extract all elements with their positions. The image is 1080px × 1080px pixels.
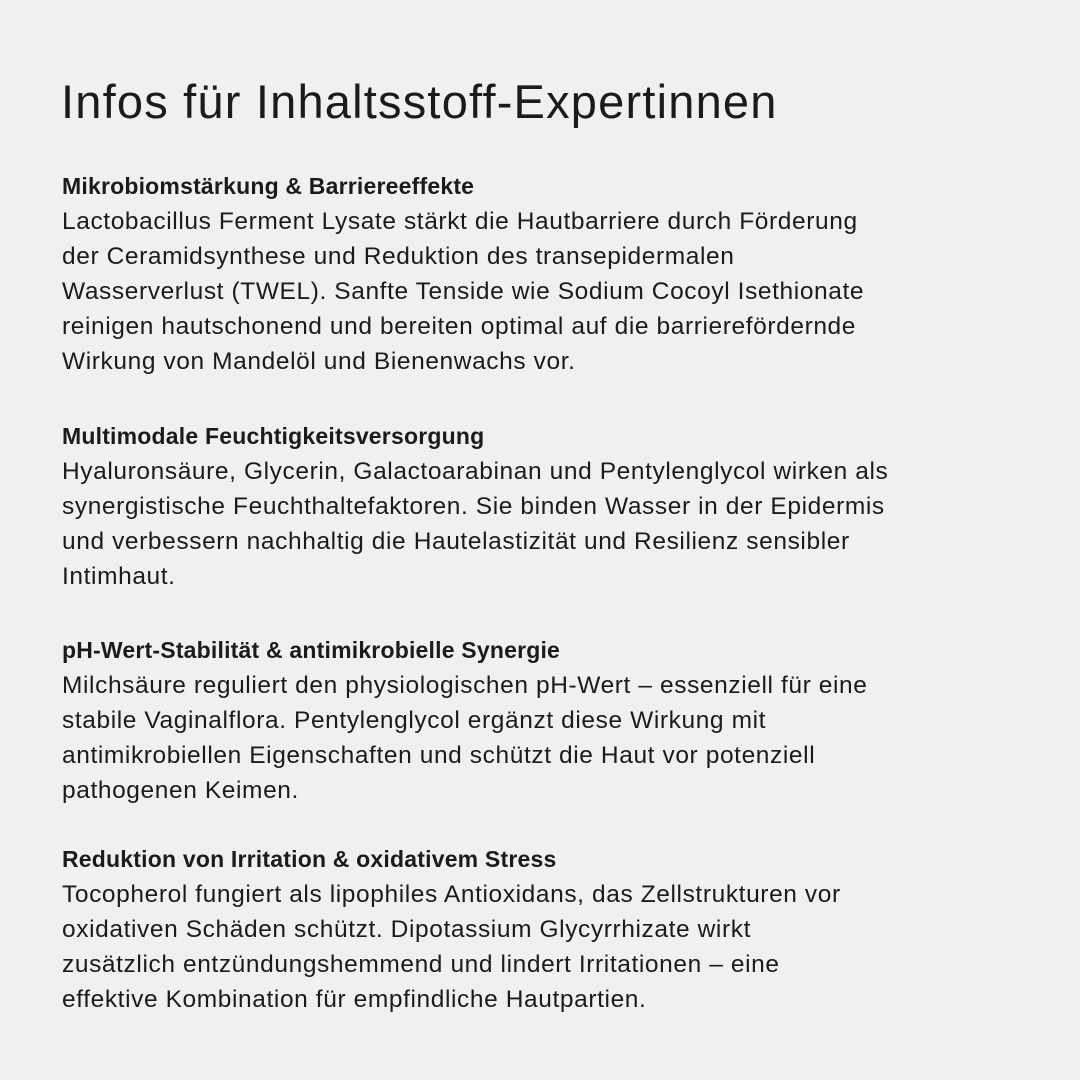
body-line: reinigen hautschonend und bereiten optimal auf die barrierefördernde — [62, 313, 857, 340]
section-irritation — [62, 842, 841, 1017]
body-line: Lactobacillus Ferment Lysate stärkt die Hautbarriere durch Förderung — [62, 208, 858, 235]
body-line: der Ceramidsynthese und Reduktion des transepidermalen — [62, 243, 735, 270]
body-line: oxidativen Schäden schützt. Dipotassium Glycyrrhizate wirkt — [62, 916, 751, 943]
section-heading: Reduktion von Irritation & oxidativem Stress — [62, 846, 557, 872]
section-moisture — [62, 419, 888, 594]
section-heading: Mikrobiomstärkung & Barriereeffekte — [62, 173, 475, 199]
body-line: pathogenen Keimen. — [62, 777, 299, 804]
body-line: effektive Kombination für empfindliche Hautpartien. — [62, 986, 647, 1013]
page-title: Infos für Inhaltsstoff-Expertinnen — [61, 75, 778, 128]
section-heading: Multimodale Feuchtigkeitsversorgung — [62, 423, 485, 449]
body-line: Hyaluronsäure, Glycerin, Galactoarabinan und Pentylenglycol wirken als — [62, 458, 889, 485]
body-line: Wirkung von Mandelöl und Bienenwachs vor. — [62, 348, 576, 375]
section-heading: pH-Wert-Stabilität & antimikrobielle Synergie — [62, 637, 561, 663]
body-line: Intimhaut. — [62, 563, 176, 590]
section-ph-stability — [62, 633, 868, 808]
body-line: Milchsäure reguliert den physiologischen pH-Wert – essenziell für eine — [62, 672, 868, 699]
body-line: antimikrobiellen Eigenschaften und schützt die Haut vor potenziell — [62, 742, 816, 769]
body-line: zusätzlich entzündungshemmend und lindert Irritationen – eine — [62, 951, 780, 978]
body-line: synergistische Feuchthaltefaktoren. Sie binden Wasser in der Epidermis — [62, 493, 885, 520]
body-line: Wasserverlust (TWEL). Sanfte Tenside wie Sodium Cocoyl Isethionate — [62, 278, 865, 305]
section-microbiome — [62, 169, 864, 379]
body-line: Tocopherol fungiert als lipophiles Antioxidans, das Zellstrukturen vor — [62, 881, 841, 908]
body-line: und verbessern nachhaltig die Hautelastizität und Resilienz sensibler — [62, 528, 850, 555]
body-line: stabile Vaginalflora. Pentylenglycol ergänzt diese Wirkung mit — [62, 707, 767, 734]
